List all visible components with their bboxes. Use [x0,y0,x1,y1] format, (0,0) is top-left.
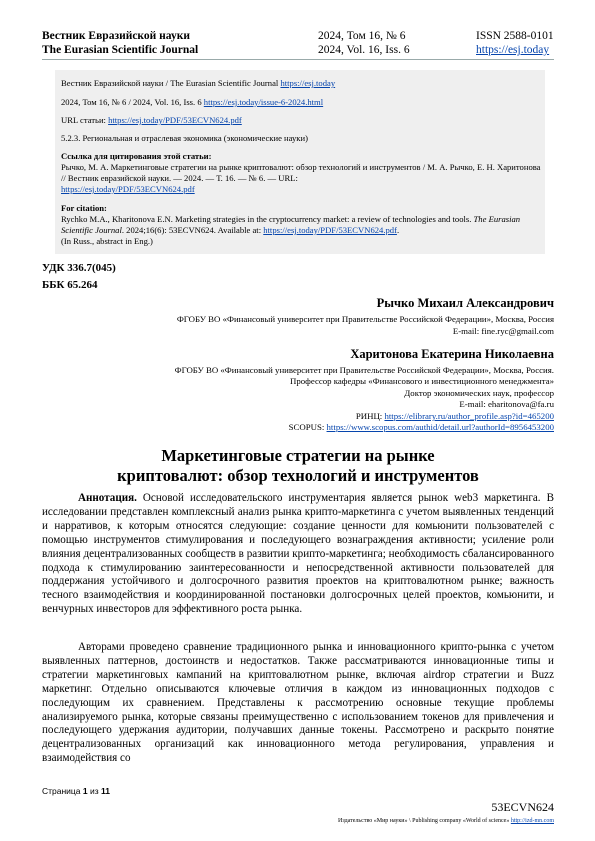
abstract-text-2: Авторами проведено сравнение традиционного рынка и инновационного крипто-рынка с учетом выявленных паттернов, достоинств и недостатков. Также рассматриваются инновационные типы и стратегии маркетинговых кампаний на криптовалютном рынке, включая airdrop стратегии и Buzz маркетинг. Отдельно описываются ключевые отличия в каждом из инновационных подходов с последующим их сравнением. Представлены к рассмотрению основные текущие проблемы анализируемого рынка, которые связаны преимущественно с использованием токенов для привлечения и последующего удержания аудитории, получавших данные токены. Рассмотрено и раскрыто понятие децентрализованных организаций как инновационного метода регулирования, управления и взаимодействия со [42,641,554,765]
infobox-article-link[interactable]: https://esj.today/PDF/53ECVN624.pdf [108,115,242,125]
article-title [42,446,554,486]
cite-en-link[interactable]: https://esj.today/PDF/53ECVN624.pdf [263,225,397,235]
author2-scopus: SCOPUS: https://www.scopus.com/authid/detail.url?authorId=8956453200 [288,422,554,432]
cite-en-journal: The Eurasian Scientific Journal [61,214,521,235]
publisher-link[interactable]: http://izd-mn.com [510,818,554,824]
abstract-paragraph-2 [42,641,554,766]
author2-email: E-mail: eharitonova@fa.ru [459,399,554,409]
author2-affiliation: ФГОБУ ВО «Финансовый университет при Правительстве Российской Федерации», Москва, Россия. [174,365,554,375]
infobox-issue-line: 2024, Том 16, № 6 / 2024, Vol. 16, Iss. 6 https://esj.today/issue-6-2024.html [61,97,324,107]
cite-ru-body: Рычко, М. А. Маркетинговые стратегии на рынке криптовалют: обзор технологий и инструментов / М. А. Рычко, Е. Н. Харитонова // Вестник евразийской науки. — 2024. — Т. 16. — № 6. — URL: [61,162,541,183]
udk-code: УДК 336.7(045) [42,262,116,274]
infobox-url-line: URL статьи: https://esj.today/PDF/53ECVN624.pdf [61,115,242,125]
journal-site-link[interactable]: https://esj.today [476,44,550,56]
page-number: 1 [82,786,88,796]
infobox-journal-link[interactable]: https://esj.today [280,78,336,88]
author2-name: Харитонова Екатерина Николаевна [350,347,554,361]
article-code: 53ECVN624 [491,800,554,814]
issue-block [318,29,410,57]
author2-rinc: РИНЦ: https://elibrary.ru/author_profile.asp?id=465200 [355,411,554,421]
journal-name-block [42,29,198,57]
journal-name-ru: Вестник Евразийской науки [42,30,190,42]
infobox-journal-line: Вестник Евразийской науки / The Eurasian Scientific Journal https://esj.today [61,78,336,88]
journal-header [42,27,554,60]
cite-ru-heading: Ссылка для цитирования этой статьи: [61,151,212,161]
author2-scopus-link[interactable]: https://www.scopus.com/authid/detail.url?authorId=8956453200 [326,422,554,432]
publisher-line: Издательство «Мир науки» \ Publishing company «World of science» http://izd-mn.com [338,818,554,824]
journal-name-en: The Eurasian Scientific Journal [42,44,199,56]
cite-en-heading: For citation: [61,203,107,213]
author2-rinc-link[interactable]: https://elibrary.ru/author_profile.asp?id=465200 [384,411,554,421]
article-title-line1: Маркетинговые стратегии на рынке [161,446,435,465]
abstract-paragraph-1 [42,492,554,617]
author2-degree: Доктор экономических наук, профессор [404,388,554,398]
infobox-issue-link[interactable]: https://esj.today/issue-6-2024.html [203,97,324,107]
page-counter: Страница 1 из 11 [42,786,110,796]
issn: ISSN 2588-0101 [476,30,554,42]
author1-name: Рычко Михаил Александрович [376,296,554,310]
cite-ru-block [61,151,541,195]
issue-ru: 2024, Том 16, № 6 [318,30,406,42]
author1-affiliation: ФГОБУ ВО «Финансовый университет при Правительстве Российской Федерации», Москва, Россия [176,314,554,324]
cite-ru-link[interactable]: https://esj.today/PDF/53ECVN624.pdf [61,184,195,194]
infobox-specialty-line: 5.2.3. Региональная и отраслевая экономика (экономические науки) [61,133,308,143]
cite-en-note: (In Russ., abstract in Eng.) [61,236,153,246]
cite-en-block: For citation: Rychko M.A., Kharitonova E.N. Marketing strategies in the cryptocurrency market: a review of technologies and tools. The Eurasian Scientific Journal. 2024;16(6): 53ECVN624. Available at: https://esj.today/PDF/53ECVN624.pdf. (In Russ., abstract in Eng.) [61,203,521,246]
author1-email: E-mail: fine.ryc@gmail.com [452,326,554,336]
issn-block [476,29,554,57]
article-title-line2: криптовалют: обзор технологий и инструментов [117,466,479,485]
page-total: 11 [101,786,110,796]
issue-en: 2024, Vol. 16, Iss. 6 [318,44,410,56]
abstract-text-1: Основой исследовательского инструментария является рынок web3 маркетинга. В исследовании представлен комплексный анализ рынка крипто-маркетинга с учетом выявленных тенденций и нарративов, к которым относятся следующие: создание ценности для комьюнити пользователей с помощью инструментов стимулирования и последующего вознаграждения активности; усиление роли влияния децентрализованных сообществ в развитии крипто-маркетинга; необходимость сбалансированного подхода к стимулированию заинтересованности и непосредственной активности пользователей для поддержания устойчивого и долгосрочного развития проектов на криптовалютном рынке; важность тесного взаимодействия и координированной постановки долгосрочных целей проектов, комьюнити, и венчурных инвесторов для эффективного роста рынка. [42,492,554,616]
author2-position: Профессор кафедры «Финансового и инвестиционного менеджмента» [289,376,554,386]
bbk-code: ББК 65.264 [42,279,98,291]
abstract-label: Аннотация. [78,492,137,504]
citation-infobox [55,70,545,254]
